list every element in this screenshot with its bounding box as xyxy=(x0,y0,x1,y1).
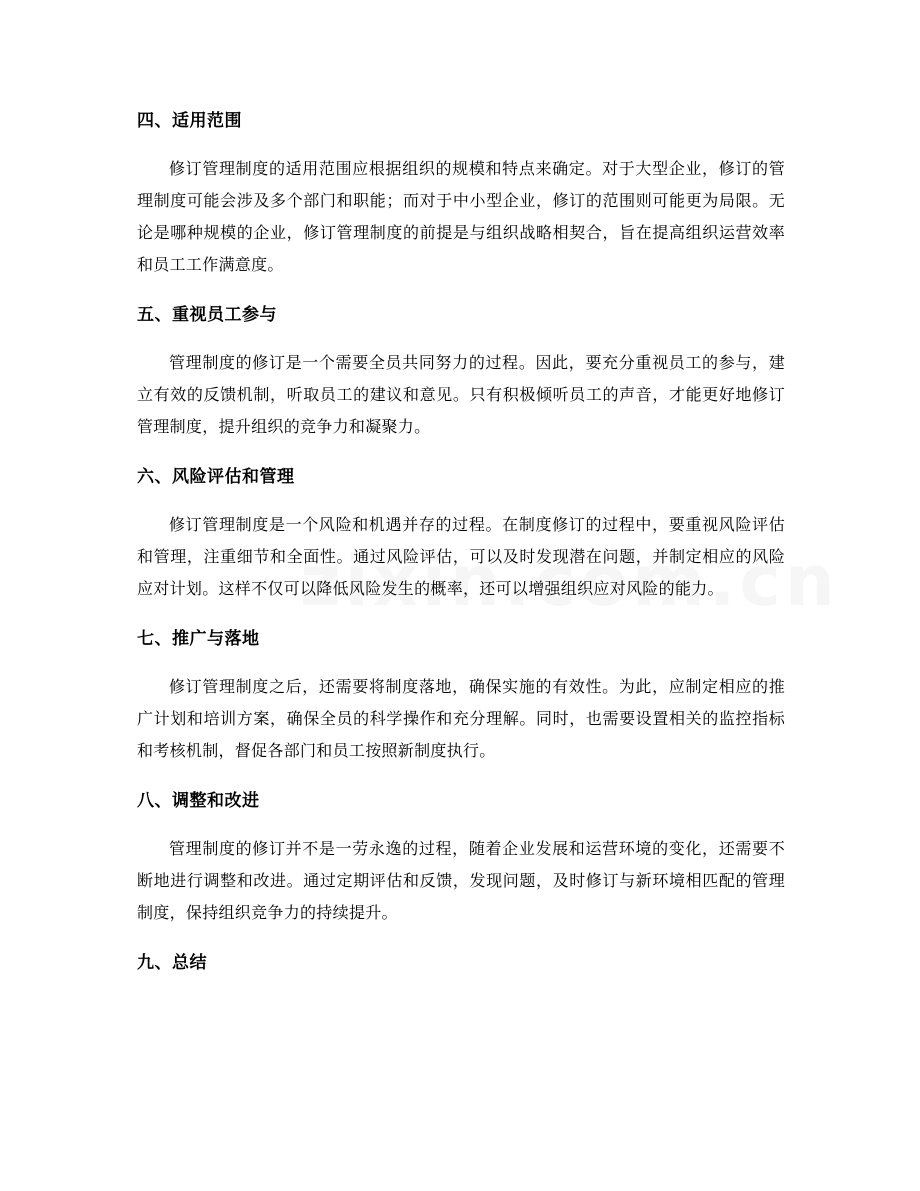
section-adjustment xyxy=(137,787,785,929)
section-paragraph: 管理制度的修订是一个需要全员共同努力的过程。因此，要充分重视员工的参与，建立有效的反馈机制，听取员工的建议和意见。只有积极倾听员工的声音，才能更好地修订管理制度，提升组织的竞争力和凝聚力。 xyxy=(137,353,785,436)
section-scope xyxy=(137,107,785,281)
section-heading: 七、推广与落地 xyxy=(137,629,260,649)
section-rollout xyxy=(137,625,785,767)
section-employee-participation xyxy=(137,301,785,443)
section-heading: 九、总结 xyxy=(137,953,207,973)
section-heading: 四、适用范围 xyxy=(137,111,242,131)
document-body xyxy=(137,107,785,995)
section-summary xyxy=(137,949,785,977)
section-heading: 八、调整和改进 xyxy=(137,791,260,811)
section-risk-assessment xyxy=(137,463,785,605)
section-paragraph: 修订管理制度之后，还需要将制度落地，确保实施的有效性。为此，应制定相应的推广计划和培训方案，确保全员的科学操作和充分理解。同时，也需要设置相关的监控指标和考核机制，督促各部门和员工按照新制度执行。 xyxy=(137,677,785,760)
section-paragraph: 修订管理制度是一个风险和机遇并存的过程。在制度修订的过程中，要重视风险评估和管理，注重细节和全面性。通过风险评估，可以及时发现潜在问题，并制定相应的风险应对计划。这样不仅可以降低风险发生的概率，还可以增强组织应对风险的能力。 xyxy=(137,515,785,598)
section-heading: 五、重视员工参与 xyxy=(137,305,277,325)
section-heading: 六、风险评估和管理 xyxy=(137,467,295,487)
section-paragraph: 修订管理制度的适用范围应根据组织的规模和特点来确定。对于大型企业，修订的管理制度可能会涉及多个部门和职能；而对于中小型企业，修订的范围则可能更为局限。无论是哪种规模的企业，修订管理制度的前提是与组织战略相契合，旨在提高组织运营效率和员工工作满意度。 xyxy=(137,159,785,274)
section-paragraph: 管理制度的修订并不是一劳永逸的过程，随着企业发展和运营环境的变化，还需要不断地进行调整和改进。通过定期评估和反馈，发现问题，及时修订与新环境相匹配的管理制度，保持组织竞争力的持续提升。 xyxy=(137,839,785,922)
